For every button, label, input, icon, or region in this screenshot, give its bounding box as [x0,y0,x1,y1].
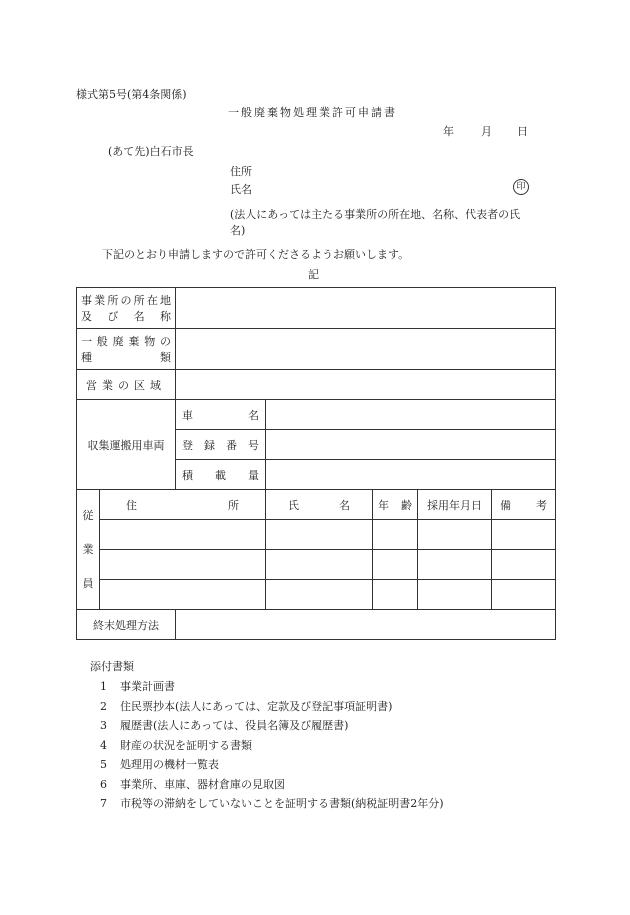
vehicle-name-label: 車名 [176,400,266,430]
disposal-method-value[interactable] [176,610,556,640]
attachments-heading: 添付書類 [90,660,134,673]
staff-row [77,580,556,610]
waste-type-value[interactable] [176,329,556,370]
attachment-item: 6 事業所、車庫、器材倉庫の見取図 [100,777,285,791]
attachment-item: 7 市税等の滞納をしていないことを証明する書類(納税証明書2年分) [100,797,444,810]
applicant-note-1: (法人にあっては主たる事業所の所在地、名称、代表者の氏 [230,208,521,221]
staff-remarks-header: 備考 [492,490,556,520]
business-area-label: 営業の区域 [77,370,176,400]
page-title: 一般廃棄物処理業許可申請書 [228,106,397,119]
staff-age-header: 年齢 [373,490,418,520]
name-label: 氏名 [230,183,252,196]
date-month: 月 [481,125,492,138]
address-label: 住所 [230,165,252,178]
seal-icon: 印 [513,179,529,195]
vehicle-name-value[interactable] [266,400,556,430]
vehicle-registration-label: 登録番号 [176,430,266,460]
staff-row [77,550,556,580]
form-number: 様式第5号(第4条関係) [76,88,187,101]
attachment-item: 2 住民票抄本(法人にあっては、定款及び登記事項証明書) [100,699,393,713]
staff-hire-date-header: 採用年月日 [418,490,492,520]
office-value[interactable] [176,288,556,329]
disposal-method-label: 終末処理方法 [77,610,176,640]
staff-name-header: 氏名 [266,490,373,520]
application-table [76,287,556,640]
date-year: 年 [443,125,454,138]
ki-label: 記 [308,268,319,281]
date-day: 日 [517,125,528,138]
vehicle-load-value[interactable] [266,460,556,490]
office-label: 事業所の所在地 及び名称 [77,288,176,329]
staff-label: 従 業 員 [77,490,100,610]
attachments-list [100,677,444,814]
addressee: (あて先)白石市長 [108,145,194,158]
vehicle-label: 収集運搬用車両 [77,400,176,490]
vehicle-load-label: 積載量 [176,460,266,490]
request-text: 下記のとおり申請しますので許可くださるようお願いします。 [102,248,410,261]
staff-row [77,520,556,550]
attachment-item: 1 事業計画書 [100,680,175,693]
applicant-note-2: 名) [230,224,246,237]
vehicle-registration-value[interactable] [266,430,556,460]
staff-address-header: 住所 [100,490,266,520]
attachment-item: 5 処理用の機材一覧表 [100,758,219,771]
attachment-item: 3 履歴書(法人にあっては、役員名簿及び履歴書) [100,719,349,732]
waste-type-label: 一般廃棄物の 種 類 [77,329,176,370]
attachment-item: 4 財産の状況を証明する書類 [100,738,252,752]
business-area-value[interactable] [176,370,556,400]
